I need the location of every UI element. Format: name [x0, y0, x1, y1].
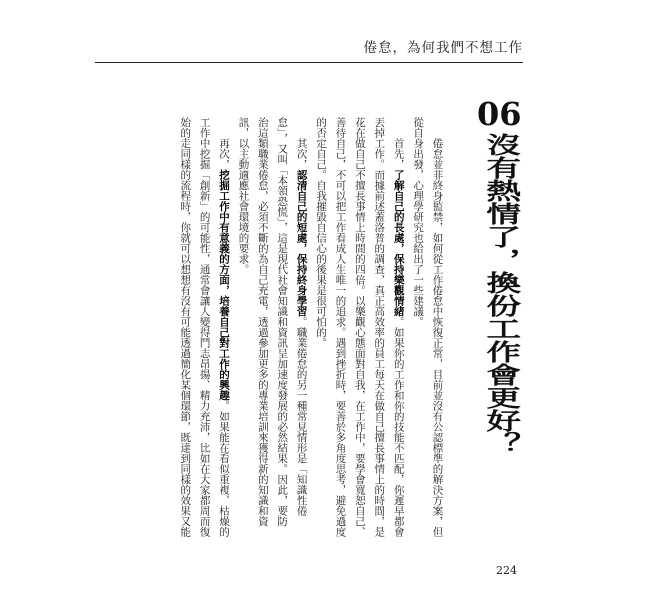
text-column — [330, 117, 349, 537]
chapter-number: 06 — [477, 95, 522, 133]
header-rule — [95, 62, 523, 63]
text-run: 工作中挖掘「創新」的可能性，通常會讓人變得鬥志昂揚、精力充沛，比如在大家都周而復 — [198, 117, 211, 537]
text-column — [214, 117, 233, 537]
text-column — [388, 117, 407, 537]
body-text — [175, 117, 447, 537]
text-run: 倦怠並非終身監禁，如何從工作倦怠中恢復正常，目前並沒有公認標準的解決方案，但 — [431, 138, 444, 537]
text-column — [427, 117, 446, 537]
text-run: 花在做自己不擅長事情上時間的四倍。以樂觀心態面對自我，在工作中，要學會寬恕自己、 — [353, 117, 366, 537]
text-run: 其次， — [295, 138, 308, 170]
text-run: 丟掉工作。而據前述蓋洛普的調查，真正高效率的員工每天在做自己擅長事情上的時間，是 — [373, 117, 386, 537]
text-run: 善待自己，不可以把工作看成人生唯一的追求。遇到挫折時，要善於多角度思考，避免過度 — [334, 117, 347, 537]
text-run: 始的走同樣的流程時，你就可以想想有沒有可能透過簡化某個環節，既達到同樣的效果又能 — [179, 117, 192, 537]
text-run: 訊，以主動適應社會環境的要求。 — [237, 117, 250, 275]
text-run: 的否定自己。自我摧毀自信心的後果是很可怕的。 — [315, 117, 328, 348]
text-column — [369, 117, 388, 537]
text-column — [349, 117, 368, 537]
text-run: 治這類職業倦怠，必須不斷的為自己充電，透過參加更多的專業培訓來獲得新的知識和資 — [256, 117, 269, 527]
emphasis-text: 認清自己的短處，保持終身學習 — [295, 169, 308, 317]
running-header: 倦怠，為何我們不想工作 — [363, 40, 523, 56]
text-column — [311, 117, 330, 537]
text-run: 怠」，又叫「本領恐慌」，這是現代社會知識和資訊呈加速度發展的必然結果。因此，要防 — [276, 117, 289, 527]
text-run: 再次， — [218, 138, 231, 170]
page-number: 224 — [496, 564, 517, 577]
emphasis-text: 了解自己的長處，保持樂觀情緒 — [392, 169, 405, 317]
text-column — [252, 117, 271, 537]
text-column — [233, 117, 252, 537]
text-run: 。職業倦怠的另一種常見情形是「知識性倦 — [295, 316, 308, 516]
text-column — [175, 117, 194, 537]
text-column — [272, 117, 291, 537]
text-column — [194, 117, 213, 537]
text-column — [291, 117, 310, 537]
text-run: 。如果能在看似重複、枯燥的 — [218, 400, 231, 537]
text-run: 從自身出發，心理學研究也給出了一些建議。 — [412, 117, 425, 327]
chapter-title: 沒有熱情了，換份工作會更好？ — [480, 133, 521, 455]
emphasis-text: 挖掘工作中有意義的方面，培養自己對工作的興趣 — [218, 169, 231, 401]
text-run: 首先， — [392, 138, 405, 170]
text-column — [408, 117, 427, 537]
text-run: 。如果你的工作和你的技能不匹配，你遲早都會 — [392, 316, 405, 537]
